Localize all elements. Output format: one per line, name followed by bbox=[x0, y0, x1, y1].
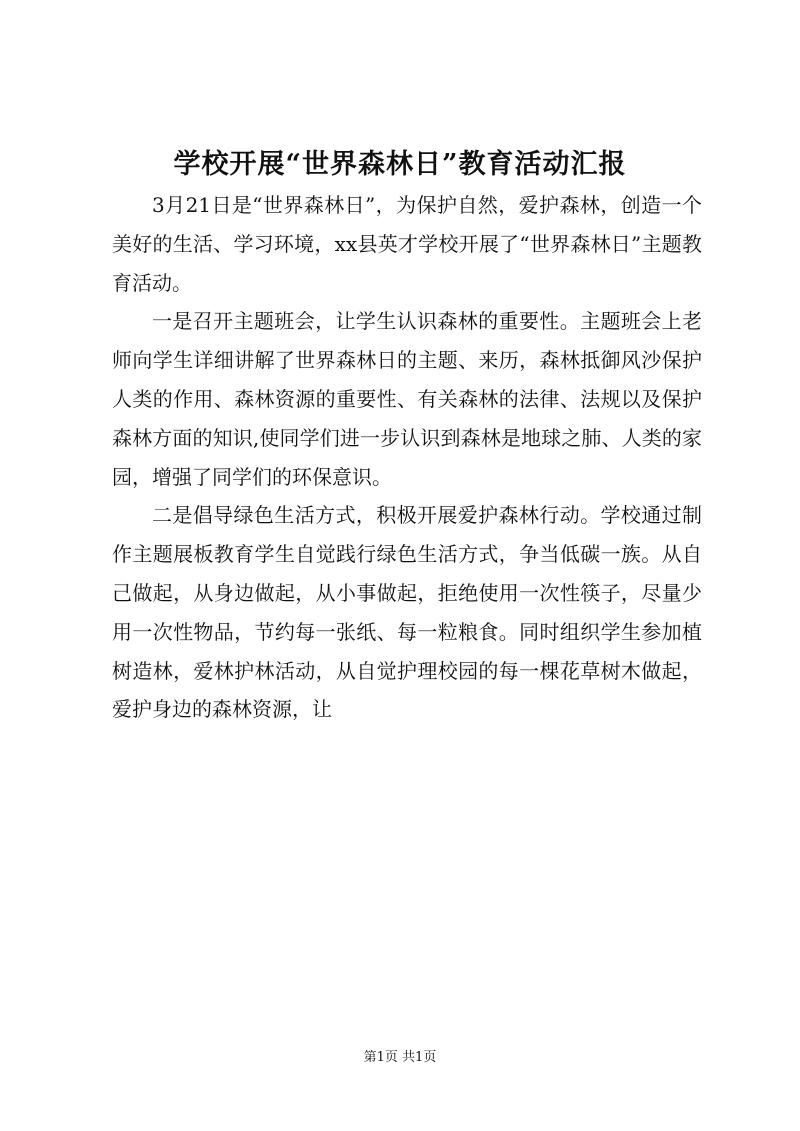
document-body bbox=[112, 186, 702, 729]
page-footer: 第1页 共1页 bbox=[363, 1050, 437, 1065]
paragraph-green-lifestyle: 二是倡导绿色生活方式，积极开展爱护森林行动。学校通过制作主题展板教育学生自觉践行绿色生活方式，争当低碳一族。从自己做起，从身边做起，从小事做起，拒绝使用一次性筷子，尽量少用一次性物品，节约每一张纸、每一粒粮食。同时组织学生参加植树造林，爱林护林活动，从自觉护理校园的每一棵花草树木做起，爱护身边的森林资源，让 bbox=[112, 503, 702, 722]
document-title: 学校开展“世界森林日”教育活动汇报 bbox=[173, 149, 627, 180]
paragraph-intro: 3月21日是“世界森林日”，为保护自然，爱护森林，创造一个美好的生活、学习环境，xx县英才学校开展了“世界森林日”主题教育活动。 bbox=[112, 193, 702, 295]
paragraph-theme-meeting: 一是召开主题班会，让学生认识森林的重要性。主题班会上老师向学生详细讲解了世界森林日的主题、来历，森林抵御风沙保护人类的作用、森林资源的重要性、有关森林的法律、法规以及保护森林方面的知识,使同学们进一步认识到森林是地球之肺、人类的家园，增强了同学们的环保意识。 bbox=[112, 309, 702, 489]
